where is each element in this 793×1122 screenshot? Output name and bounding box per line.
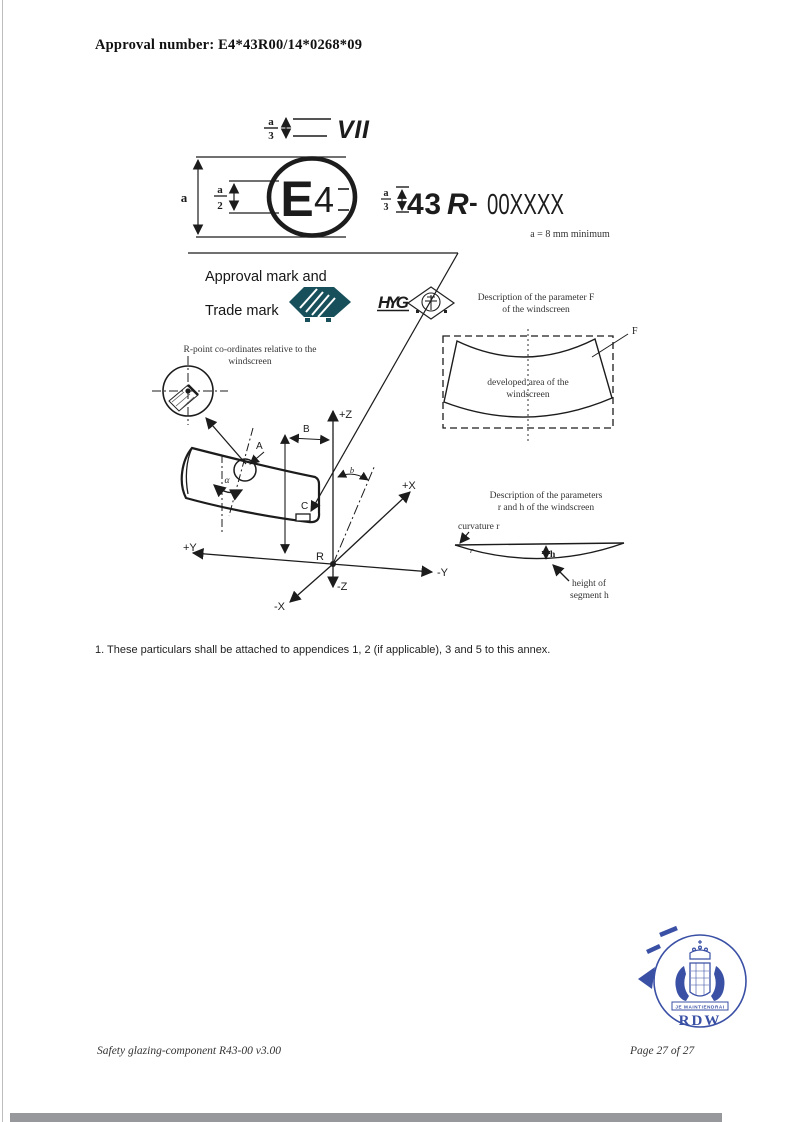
windscreen-normal-line	[229, 428, 253, 516]
parameter-rh-diagram	[455, 490, 624, 601]
rpoint-caption-line2: windscreen	[228, 357, 272, 367]
axis-label-minus-x: -X	[274, 601, 285, 613]
developed-area-text-line2: windscreen	[506, 390, 550, 400]
inclined-reference-line	[333, 465, 375, 564]
param-f-title-line2: of the windscreen	[502, 305, 570, 315]
rdw-lion-right	[711, 966, 725, 1001]
developed-area-text-line1: developed area of the	[487, 378, 569, 388]
b-dimension-line	[290, 438, 329, 440]
fraction-a2-denominator: 2	[217, 200, 223, 212]
angle-label-b: b	[349, 465, 355, 475]
e-mark-country-number: 4	[313, 179, 335, 220]
curvature-pointer-arrow	[460, 532, 469, 543]
approval-mark-caption-line2: Trade mark	[205, 303, 279, 319]
windscreen-axes-diagram	[182, 409, 449, 613]
axis-label-minus-z: -Z	[337, 581, 348, 593]
fraction-a3-right-numerator: a	[383, 188, 389, 199]
origin-label-r: R	[316, 551, 324, 563]
hyg-logo-text: HYG	[378, 293, 409, 312]
footer-page-number: Page 27 of 27	[630, 1045, 695, 1057]
fraction-a3-top-numerator: a	[268, 116, 274, 128]
param-rh-title-line2: r and h of the windscreen	[497, 503, 595, 513]
segment-height-text-line1: height of	[572, 579, 607, 589]
diamond-logo-char	[416, 310, 419, 313]
rpoint-detail-diagram	[152, 345, 316, 464]
windscreen-outline	[182, 448, 319, 522]
rdw-lion-left	[675, 966, 689, 1001]
trademark-logo-hexagon	[289, 287, 351, 322]
approval-number-heading: Approval number: E4*43R00/14*0268*09	[95, 37, 363, 53]
dim-label-a: a	[180, 190, 188, 205]
page-break-bar	[10, 1113, 722, 1122]
axis-label-plus-x: +X	[402, 480, 416, 492]
roman-numeral-vii: VII	[337, 116, 369, 144]
axis-label-plus-y: +Y	[183, 542, 197, 554]
footnote-text: 1. These particulars shall be attached to appendices 1, 2 (if applicable), 3 and 5 to this annex.	[95, 644, 551, 656]
parameter-f-diagram	[443, 292, 638, 441]
fraction-a3-right-denominator: 3	[383, 202, 389, 213]
diamond-logo-char	[444, 310, 447, 313]
y-axis	[193, 553, 432, 572]
fraction-a3-top-denominator: 3	[268, 130, 274, 142]
h-label: h	[550, 550, 556, 560]
rpoint-caption-line1: R-point co-ordinates relative to the	[183, 345, 317, 355]
approval-mark-caption-line1: Approval mark and	[205, 269, 327, 285]
rdw-shield-icon	[690, 963, 710, 996]
param-rh-title-line1: Description of the parameters	[489, 491, 603, 501]
point-c-rectangle	[296, 514, 310, 521]
rpoint-center-dot	[185, 388, 190, 393]
hexagon-logo-char	[305, 318, 310, 322]
code-43: 43	[407, 188, 441, 221]
rdw-crown-icon	[690, 940, 710, 959]
x-axis-negative	[290, 564, 333, 602]
angle-label-alpha: α	[224, 476, 230, 486]
min-size-note: a = 8 mm minimum	[530, 229, 610, 240]
footer-document-title: Safety glazing-component R43-00 v3.00	[97, 1045, 281, 1057]
e-mark-letter: E	[280, 171, 314, 227]
rpoint-seat-symbol	[169, 385, 198, 411]
dim-label-b: B	[303, 424, 310, 435]
dim-label-a-point: A	[256, 441, 263, 452]
axis-label-minus-y: -Y	[437, 567, 448, 579]
segment-height-pointer-arrow	[553, 565, 569, 581]
hexagon-logo-char	[326, 318, 331, 322]
param-f-title-line1: Description of the parameter F	[477, 293, 595, 303]
rdw-speed-dash	[660, 928, 677, 935]
angle-arc-b	[338, 474, 368, 480]
dim-label-c: C	[301, 501, 309, 512]
curvature-label: curvature r	[458, 522, 500, 532]
code-r: R	[447, 188, 469, 221]
fraction-a2-numerator: a	[217, 184, 223, 196]
trademark-block	[205, 269, 454, 322]
trademark-logo-diamond	[408, 287, 454, 319]
param-f-label: F	[632, 326, 638, 337]
trademark-logo-hyg	[377, 293, 409, 312]
segment-height-text-line2: segment h	[570, 591, 609, 601]
axis-label-plus-z: +Z	[339, 409, 353, 421]
rdw-name-text: RDW	[678, 1013, 722, 1029]
rdw-logo	[638, 928, 746, 1029]
hexagon-logo-shape	[289, 287, 351, 317]
rdw-motto-text: JE MAINTIENDRAI	[675, 1004, 725, 1010]
x-axis-positive	[333, 492, 410, 564]
code-dash: -	[469, 187, 478, 217]
r-label: r	[470, 545, 474, 555]
angle-arc-alpha	[214, 485, 242, 493]
chord-line	[455, 543, 624, 545]
code-serial: 00XXXX	[487, 189, 564, 221]
rdw-speed-dash	[647, 946, 660, 952]
